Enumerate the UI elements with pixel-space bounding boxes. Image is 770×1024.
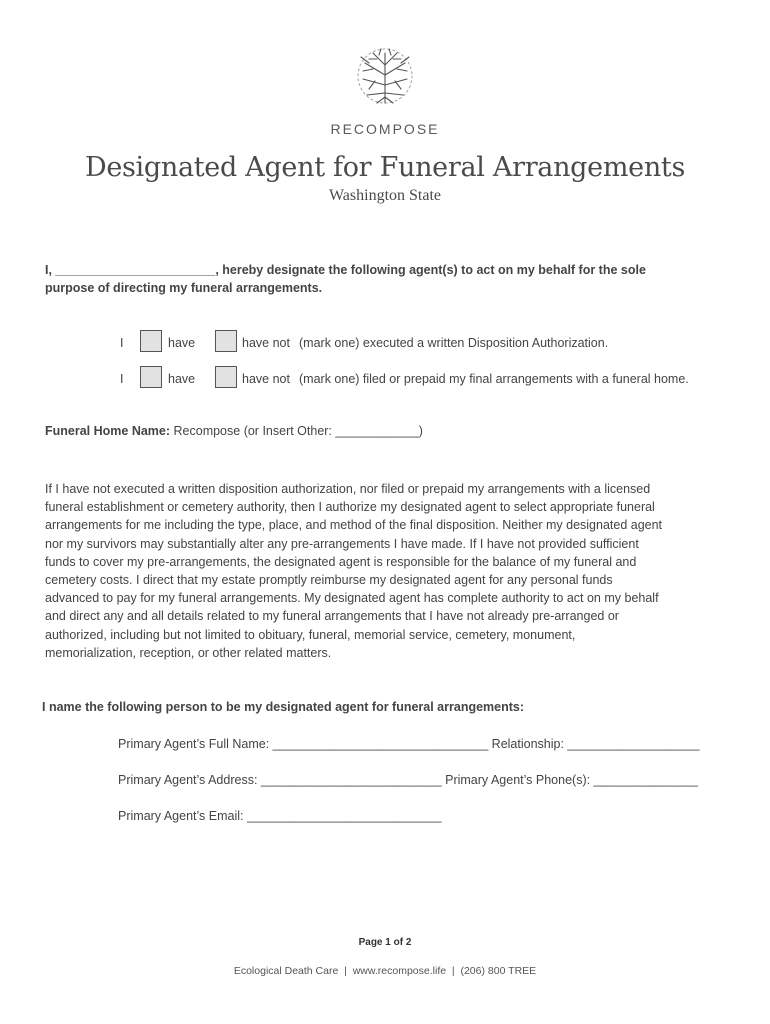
paragraph-line: advanced to pay for my funeral arrangements. My designated agent has complete authority to act on my behalf — [45, 591, 659, 606]
authorization-paragraph — [45, 480, 735, 662]
paragraph-line: arrangements for me including the type, place, and method of the final disposition. Neither my designated agent — [45, 518, 663, 533]
paragraph-line: cemetery costs. I direct that my estate promptly reimburse my designated agent for any personal funds — [45, 573, 613, 588]
have-not-label: have not — [242, 336, 290, 350]
agent-section-heading: I name the following person to be my designated agent for funeral arrangements: — [42, 700, 525, 714]
have-not-checkbox[interactable] — [215, 366, 237, 388]
have-label: have — [168, 372, 196, 386]
brand-name: RECOMPOSE — [330, 121, 440, 137]
page-subtitle: Washington State — [328, 187, 442, 204]
mark-text: (mark one) executed a written Disposition Authorization. — [299, 336, 609, 350]
intro-line: I, _______________________, hereby designate the following agent(s) to act on my behalf for the sole — [45, 263, 646, 277]
agent-email-field[interactable]: Primary Agent’s Email: ____________________________ — [118, 809, 442, 823]
page-title: Designated Agent for Funeral Arrangements — [84, 152, 686, 183]
disposition-mark-row — [120, 330, 740, 354]
page-number: Page 1 of 2 — [358, 937, 412, 948]
have-checkbox[interactable] — [140, 366, 162, 388]
funeral-home-label: Funeral Home Name: — [45, 424, 171, 438]
mark-prefix: I — [120, 336, 124, 350]
funeral-home-line — [45, 424, 423, 438]
paragraph-line: memorialization, reception, or other related matters. — [45, 645, 332, 660]
paragraph-line: authorized, including but not limited to obituary, funeral, memorial service, cemetery, monument, — [45, 627, 576, 642]
funeral-home-value[interactable]: Recompose (or Insert Other: ____________) — [173, 424, 423, 438]
have-label: have — [168, 336, 196, 350]
recompose-logo-icon — [355, 45, 415, 107]
footer: Ecological Death Care | www.recompose.life | (206) 800 TREE — [233, 965, 537, 977]
have-not-label: have not — [242, 372, 290, 386]
prepaid-mark-row — [120, 366, 740, 390]
have-checkbox[interactable] — [140, 330, 162, 352]
intro-statement — [45, 261, 735, 297]
intro-line: purpose of directing my funeral arrangements. — [45, 281, 323, 295]
mark-prefix: I — [120, 372, 124, 386]
paragraph-line: If I have not executed a written disposition authorization, nor filed or prepaid my arrangements with a licensed — [45, 482, 651, 496]
agent-address-phone-field[interactable]: Primary Agent’s Address: __________________________ Primary Agent’s Phone(s): _______________ — [118, 773, 698, 787]
paragraph-line: funds to cover my pre-arrangements, the designated agent is responsible for the balance of my funeral and — [45, 554, 637, 569]
paragraph-line: funeral establishment or cemetery authority, then I authorize my designated agent to select appropriate funeral — [45, 500, 655, 515]
have-not-checkbox[interactable] — [215, 330, 237, 352]
paragraph-line: and direct any and all details related to my funeral arrangements that I have not already pre-arranged or — [45, 609, 619, 624]
paragraph-line: nor my survivors may substantially alter any pre-arrangements I have made. If I have not provided sufficient — [45, 536, 639, 551]
agent-name-relationship-field[interactable]: Primary Agent’s Full Name: _______________________________ Relationship: ___________________ — [118, 737, 700, 751]
mark-text: (mark one) filed or prepaid my final arrangements with a funeral home. — [299, 372, 689, 386]
